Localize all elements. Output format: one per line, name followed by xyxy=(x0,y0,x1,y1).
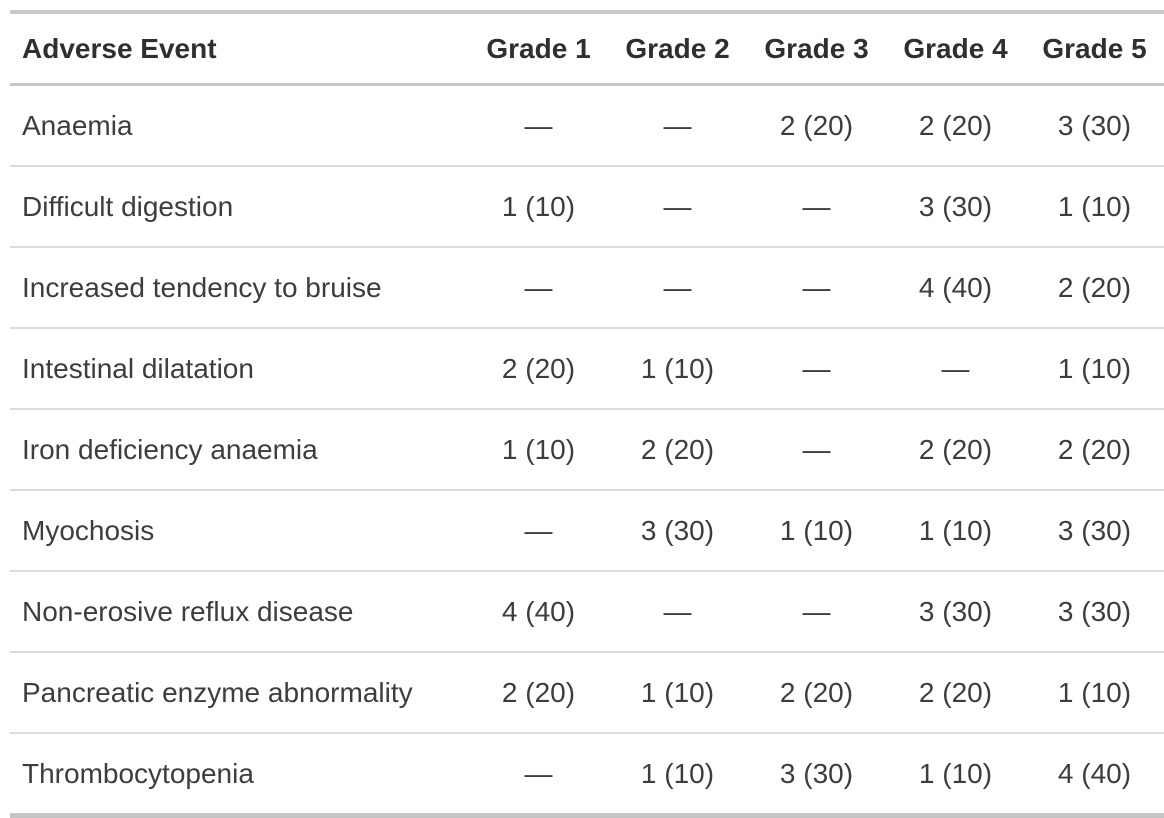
grade-1-cell: 2 (20) xyxy=(501,676,576,708)
grade-2-cell: — xyxy=(663,271,692,303)
event-name-cell: Iron deficiency anaemia xyxy=(22,433,318,465)
table-body xyxy=(10,85,1164,816)
grade-5-cell: 2 (20) xyxy=(1057,271,1132,303)
grade-4-cell: 2 (20) xyxy=(918,433,993,465)
column-header-grade-5: Grade 5 xyxy=(1042,32,1147,64)
table-row xyxy=(10,571,1164,652)
column-header-grade-3: Grade 3 xyxy=(764,32,869,64)
grade-1-cell: — xyxy=(524,514,553,546)
event-name-cell: Difficult digestion xyxy=(22,190,234,222)
column-header-grade-2: Grade 2 xyxy=(625,32,730,64)
grade-1-cell: — xyxy=(524,271,553,303)
table-row xyxy=(10,409,1164,490)
grade-4-cell: 1 (10) xyxy=(918,757,993,789)
table-header-row xyxy=(10,12,1164,85)
event-name-cell: Intestinal dilatation xyxy=(22,352,254,384)
table-header xyxy=(10,12,1164,85)
grade-5-cell: 4 (40) xyxy=(1057,757,1132,789)
grade-2-cell: — xyxy=(663,109,692,141)
grade-1-cell: 1 (10) xyxy=(501,433,576,465)
grade-5-cell: 3 (30) xyxy=(1057,514,1132,546)
grade-5-cell: 3 (30) xyxy=(1057,109,1132,141)
event-name-cell: Pancreatic enzyme abnormality xyxy=(22,676,413,708)
event-name-cell: Myochosis xyxy=(22,514,155,546)
table-row xyxy=(10,652,1164,733)
column-header-grade-1: Grade 1 xyxy=(486,32,591,64)
grade-2-cell: 1 (10) xyxy=(640,757,715,789)
grade-4-cell: — xyxy=(941,352,970,384)
grade-1-cell: 1 (10) xyxy=(501,190,576,222)
column-header-grade-4: Grade 4 xyxy=(903,32,1008,64)
grade-3-cell: 1 (10) xyxy=(779,514,854,546)
grade-4-cell: 2 (20) xyxy=(918,676,993,708)
grade-1-cell: 2 (20) xyxy=(501,352,576,384)
grade-3-cell: — xyxy=(802,271,831,303)
grade-1-cell: — xyxy=(524,109,553,141)
event-name-cell: Anaemia xyxy=(22,109,133,141)
grade-2-cell: 1 (10) xyxy=(640,352,715,384)
grade-3-cell: — xyxy=(802,595,831,627)
grade-1-cell: 4 (40) xyxy=(501,595,576,627)
table-row xyxy=(10,247,1164,328)
grade-3-cell: — xyxy=(802,352,831,384)
grade-2-cell: — xyxy=(663,595,692,627)
grade-2-cell: 2 (20) xyxy=(640,433,715,465)
table-row xyxy=(10,490,1164,571)
event-name-cell: Increased tendency to bruise xyxy=(22,271,382,303)
grade-2-cell: — xyxy=(663,190,692,222)
grade-3-cell: — xyxy=(802,433,831,465)
table-row xyxy=(10,85,1164,167)
grade-5-cell: 2 (20) xyxy=(1057,433,1132,465)
grade-4-cell: 3 (30) xyxy=(918,595,993,627)
grade-3-cell: — xyxy=(802,190,831,222)
grade-4-cell: 3 (30) xyxy=(918,190,993,222)
grade-4-cell: 1 (10) xyxy=(918,514,993,546)
event-name-cell: Thrombocytopenia xyxy=(22,757,254,789)
grade-5-cell: 3 (30) xyxy=(1057,595,1132,627)
grade-5-cell: 1 (10) xyxy=(1057,190,1132,222)
grade-1-cell: — xyxy=(524,757,553,789)
grade-4-cell: 4 (40) xyxy=(918,271,993,303)
grade-3-cell: 2 (20) xyxy=(779,109,854,141)
adverse-events-table-container xyxy=(10,10,1154,818)
grade-2-cell: 1 (10) xyxy=(640,676,715,708)
adverse-events-table xyxy=(10,10,1164,818)
grade-4-cell: 2 (20) xyxy=(918,109,993,141)
table-row xyxy=(10,328,1164,409)
table-row xyxy=(10,166,1164,247)
grade-5-cell: 1 (10) xyxy=(1057,676,1132,708)
grade-5-cell: 1 (10) xyxy=(1057,352,1132,384)
column-header-adverse-event: Adverse Event xyxy=(22,32,217,64)
table-row xyxy=(10,733,1164,816)
grade-3-cell: 3 (30) xyxy=(779,757,854,789)
grade-2-cell: 3 (30) xyxy=(640,514,715,546)
event-name-cell: Non-erosive reflux disease xyxy=(22,595,354,627)
grade-3-cell: 2 (20) xyxy=(779,676,854,708)
